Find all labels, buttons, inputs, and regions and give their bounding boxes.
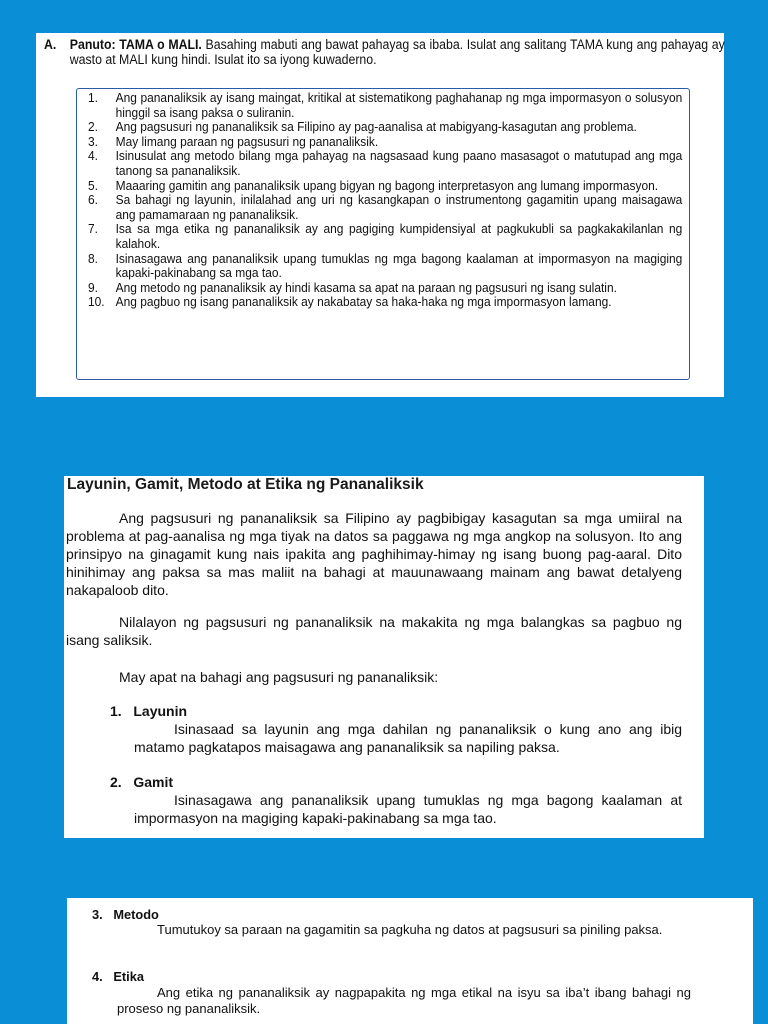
statement-number: 4.: [88, 148, 98, 164]
statement-number: 1.: [88, 90, 98, 105]
statement-item: [88, 193, 682, 222]
statement-text: Isinusulat ang metodo bilang mga pahayag na nagsasaad kung paano masasagot o matutupad ang mga tanong sa pananaliksik.: [115, 148, 683, 178]
statement-text: Ang pagbuo ng isang pananaliksik ay nakabatay sa haka-haka ng mga impormasyon lamang.: [115, 294, 612, 310]
instruction-text: Basahing mabuti ang bawat pahayag sa ibaba. Isulat ang salitang TAMA kung ang pahayag ay wasto at MALI kung hindi. Isulat ito sa iyong kuwaderno.: [69, 37, 725, 67]
statement-item: [88, 179, 682, 194]
statement-number: 7.: [88, 221, 98, 237]
statement-text: Maaaring gamitin ang pananaliksik upang bigyan ng bagong interpretasyon ang lumang impormasyon.: [115, 177, 659, 193]
lesson-page: [64, 476, 704, 838]
section-body: Isinasaad sa layunin ang mga dahilan ng pananaliksik o kung ano ang ibig matamo pagkatapos maisagawa ang pananaliksik sa napiling paksa.: [134, 721, 682, 755]
statement-text: May limang paraan ng pagsusuri ng pananaliksik.: [115, 133, 379, 149]
statement-item: [88, 295, 682, 310]
section-letter: A.: [44, 37, 57, 52]
section-heading: 2. Gamit: [110, 774, 174, 790]
statement-number: 8.: [88, 250, 98, 266]
instruction-heading: Panuto: TAMA o MALI.: [69, 37, 202, 52]
statement-item: [88, 135, 682, 150]
lesson-page-continued: [67, 898, 753, 1024]
statement-text: Isinasagawa ang pananaliksik upang tumuklas ng mga bagong kaalaman at impormasyon na magiging kapaki-pakinabang sa mga tao.: [115, 250, 683, 281]
statement-text: Ang metodo ng pananaliksik ay hindi kasama sa apat na paraan ng pagsusuri ng isang sulatin.: [115, 279, 617, 295]
statement-number: 5.: [88, 177, 98, 193]
statement-item: [88, 222, 682, 251]
worksheet-page: [36, 33, 724, 397]
lesson-title: Layunin, Gamit, Metodo at Etika ng Pananaliksik: [67, 476, 424, 493]
statement-text: Ang pananaliksik ay isang maingat, kritikal at sistematikong paghahanap ng mga impormasyon o solusyon hinggil sa isang paksa o suliranin.: [115, 90, 683, 120]
statement-item: [88, 149, 682, 178]
statement-item: [88, 281, 682, 296]
statement-item: [88, 252, 682, 281]
section-body: Tumutukoy sa paraan na gagamitin sa pagkuha ng datos at pagsusuri sa piniling paksa.: [157, 922, 663, 937]
statement-number: 2.: [88, 119, 98, 135]
statement-number: 9.: [88, 279, 98, 295]
lesson-paragraph: Ang pagsusuri ng pananaliksik sa Filipino ay pagbibigay kasagutan sa mga umiiral na problema at pag-aanalisa ng mga tiyak na datos sa paggawa ng mga angkop na solusyon. Ito ang prinsipyo na ginagamit kung nais ipakita ang paghihimay-himay ng isang buong pag-aaral. Dito hinihimay ang paksa sa mas maliit na bahagi at mauunawaang mainam ang bawat detalyeng nakapaloob dito.: [66, 510, 682, 598]
statement-text: Isa sa mga etika ng pananaliksik ay ang pagiging kumpidensiyal at pagkukubli sa pagkakakilanlan ng kalahok.: [115, 221, 683, 251]
statement-number: 6.: [88, 192, 98, 208]
section-heading: 3. Metodo: [92, 907, 159, 922]
lesson-paragraph: May apat na bahagi ang pagsusuri ng pananaliksik:: [119, 669, 439, 685]
instructions: [44, 37, 725, 67]
statements-box: [76, 88, 690, 380]
section-body: Ang etika ng pananaliksik ay nagpapakita ng mga etikal na isyu sa iba’t ibang bahagi ng proseso ng pananaliksik.: [117, 985, 691, 1016]
statement-text: Sa bahagi ng layunin, inilalahad ang uri ng kasangkapan o instrumentong gagamitin upang maisagawa ang pamamaraan ng pananaliksik.: [115, 192, 683, 222]
statement-number: 3.: [88, 133, 98, 149]
section-heading: 4. Etika: [92, 969, 144, 984]
section-heading: 1. Layunin: [110, 703, 188, 719]
statement-text: Ang pagsusuri ng pananaliksik sa Filipino ay pag-aanalisa at mabigyang-kasagutan ang problema.: [115, 119, 637, 135]
section-body: Isinasagawa ang pananaliksik upang tumuklas ng mga bagong kaalaman at impormasyon na magiging kapaki-pakinabang sa mga tao.: [134, 792, 682, 826]
lesson-paragraph: Nilalayon ng pagsusuri ng pananaliksik na makakita ng mga balangkas sa pagbuo ng isang saliksik.: [66, 614, 682, 648]
statement-item: [88, 120, 682, 135]
statement-number: 10.: [88, 294, 105, 310]
statement-item: [88, 91, 682, 120]
statements-list: [88, 91, 682, 310]
